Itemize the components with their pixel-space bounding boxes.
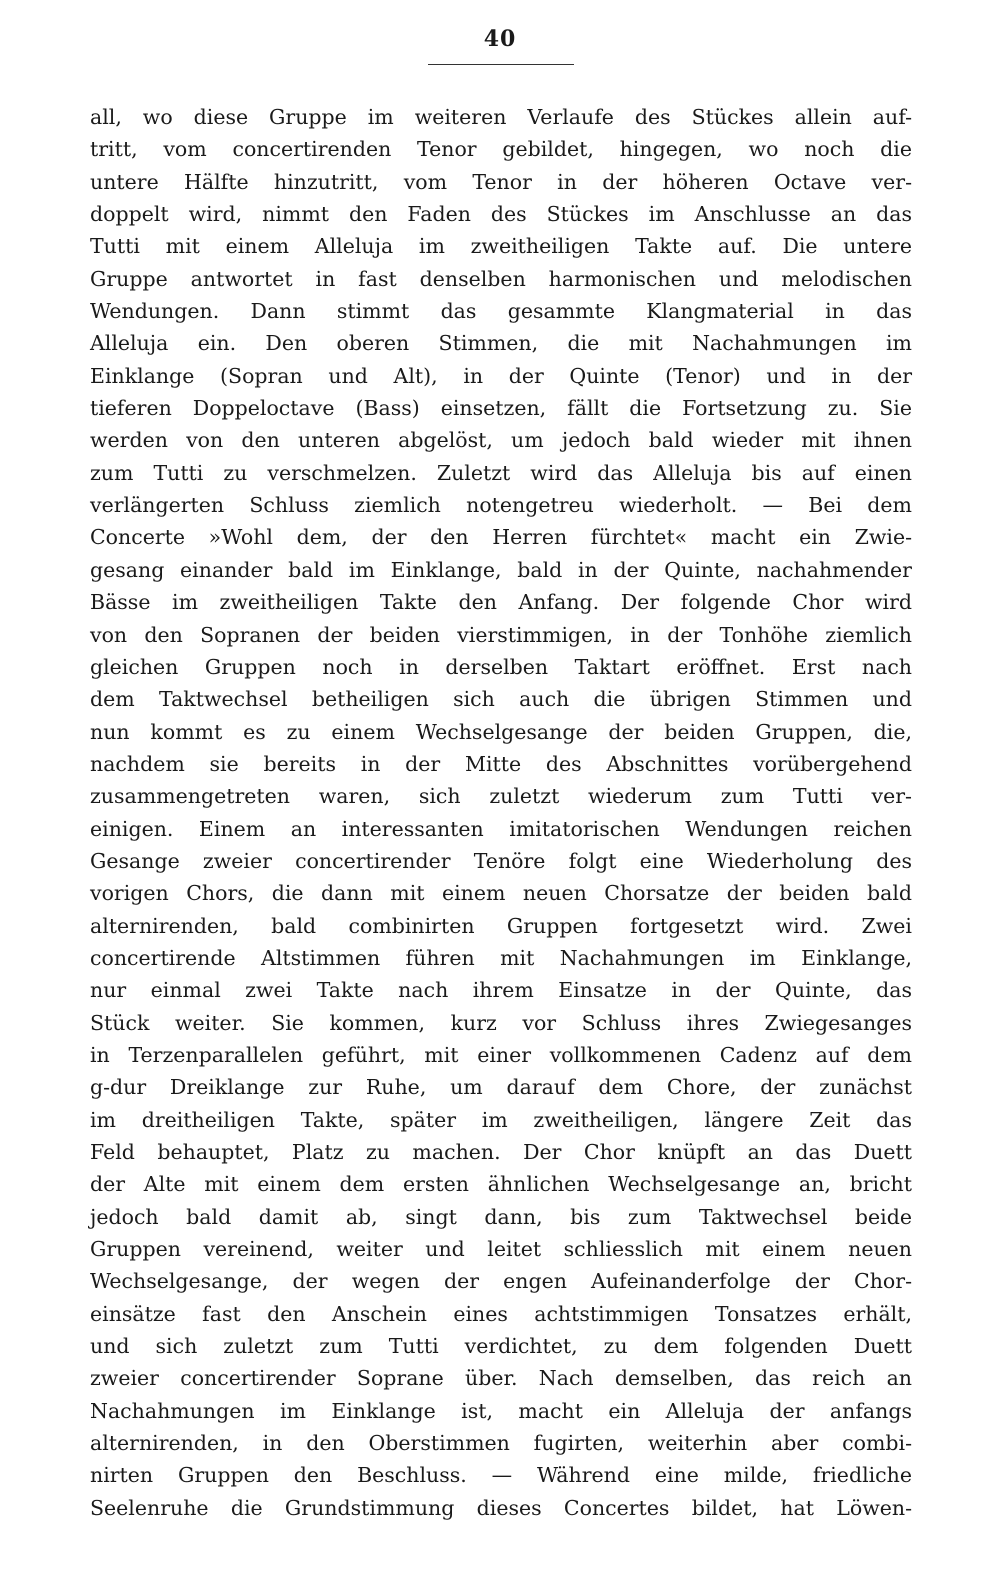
text-line: von den Sopranen der beiden vierstimmigen, in der Tonhöhe ziemlich [90,622,912,647]
text-line: verlängerten Schluss ziemlich notengetreu wiederholt. — Bei dem [90,493,912,518]
text-line: Feld behauptet, Platz zu machen. Der Chor knüpft an das Duett [90,1140,912,1164]
text-line: Einklange (Sopran und Alt), in der Quinte (Tenor) und in der [90,363,912,388]
text-line: zum Tutti zu verschmelzen. Zuletzt wird das Alleluja bis auf einen [90,460,912,485]
text-line: gleichen Gruppen noch in derselben Taktart eröffnet. Erst nach [90,654,912,679]
text-line: und sich zuletzt zum Tutti verdichtet, zu dem folgenden Duett [90,1334,912,1359]
text-line: doppelt wird, nimmt den Faden des Stückes im Anschlusse an das [90,202,912,227]
text-line: g-dur Dreiklange zur Ruhe, um darauf dem Chore, der zunächst [90,1075,912,1100]
header-rule [428,64,574,65]
text-line: tritt, vom concertirenden Tenor gebildet, hingegen, wo noch die [90,137,912,162]
text-line: Stück weiter. Sie kommen, kurz vor Schluss ihres Zwiegesanges [90,1010,912,1035]
text-line: Concerte »Wohl dem, der den Herren fürchtet« macht ein Zwie- [90,525,912,550]
text-line: Wechselgesange, der wegen der engen Aufeinanderfolge der Chor- [90,1269,912,1294]
text-line: alternirenden, bald combinirten Gruppen fortgesetzt wird. Zwei [90,913,912,938]
text-line: werden von den unteren abgelöst, um jedoch bald wieder mit ihnen [90,428,912,453]
text-line: zusammengetreten waren, sich zuletzt wiederum zum Tutti ver- [90,784,912,809]
text-line: gesang einander bald im Einklange, bald in der Quinte, nachahmender [90,557,912,582]
body-text [90,101,912,1524]
text-line: einigen. Einem an interessanten imitatorischen Wendungen reichen [90,816,912,841]
text-line: der Alte mit einem dem ersten ähnlichen Wechselgesange an, bricht [90,1172,912,1197]
text-line: Seelenruhe die Grundstimmung dieses Concertes bildet, hat Löwen- [90,1495,912,1520]
text-line: vorigen Chors, die dann mit einem neuen Chorsatze der beiden bald [90,881,912,906]
text-line: im dreitheiligen Takte, später im zweitheiligen, längere Zeit das [90,1107,912,1132]
text-line: in Terzenparallelen geführt, mit einer vollkommenen Cadenz auf dem [90,1042,912,1067]
text-line: nirten Gruppen den Beschluss. — Während eine milde, friedliche [90,1463,912,1488]
text-line: Gesange zweier concertirender Tenöre folgt eine Wiederholung des [90,848,912,873]
text-line: nachdem sie bereits in der Mitte des Abschnittes vorübergehend [90,751,912,776]
text-line: nun kommt es zu einem Wechselgesange der beiden Gruppen, die, [90,719,912,744]
text-line: einsätze fast den Anschein eines achtstimmigen Tonsatzes erhält, [90,1301,912,1326]
text-line: zweier concertirender Soprane über. Nach demselben, das reich an [90,1366,912,1391]
text-line: Nachahmungen im Einklange ist, macht ein Alleluja der anfangs [90,1398,912,1423]
text-line: Gruppen vereinend, weiter und leitet schliesslich mit einem neuen [90,1237,912,1262]
text-line: all, wo diese Gruppe im weiteren Verlaufe des Stückes allein auf- [90,105,912,129]
text-line: tieferen Doppeloctave (Bass) einsetzen, fällt die Fortsetzung zu. Sie [90,396,912,421]
text-line: untere Hälfte hinzutritt, vom Tenor in der höheren Octave ver- [90,169,912,194]
text-line: alternirenden, in den Oberstimmen fugirten, weiterhin aber combi- [90,1431,912,1456]
text-line: concertirende Altstimmen führen mit Nachahmungen im Einklange, [90,945,912,970]
text-line: jedoch bald damit ab, singt dann, bis zum Taktwechsel beide [90,1204,912,1229]
text-line: Wendungen. Dann stimmt das gesammte Klangmaterial in das [90,299,912,324]
text-line: Alleluja ein. Den oberen Stimmen, die mit Nachahmungen im [90,331,912,356]
page-number: 40 [483,26,517,52]
text-line: Tutti mit einem Alleluja im zweitheiligen Takte auf. Die untere [90,234,912,259]
text-line: dem Taktwechsel betheiligen sich auch die übrigen Stimmen und [90,687,912,712]
text-line: nur einmal zwei Takte nach ihrem Einsatze in der Quinte, das [90,978,912,1003]
text-line: Bässe im zweitheiligen Takte den Anfang. Der folgende Chor wird [90,590,912,615]
text-line: Gruppe antwortet in fast denselben harmonischen und melodischen [90,266,912,291]
